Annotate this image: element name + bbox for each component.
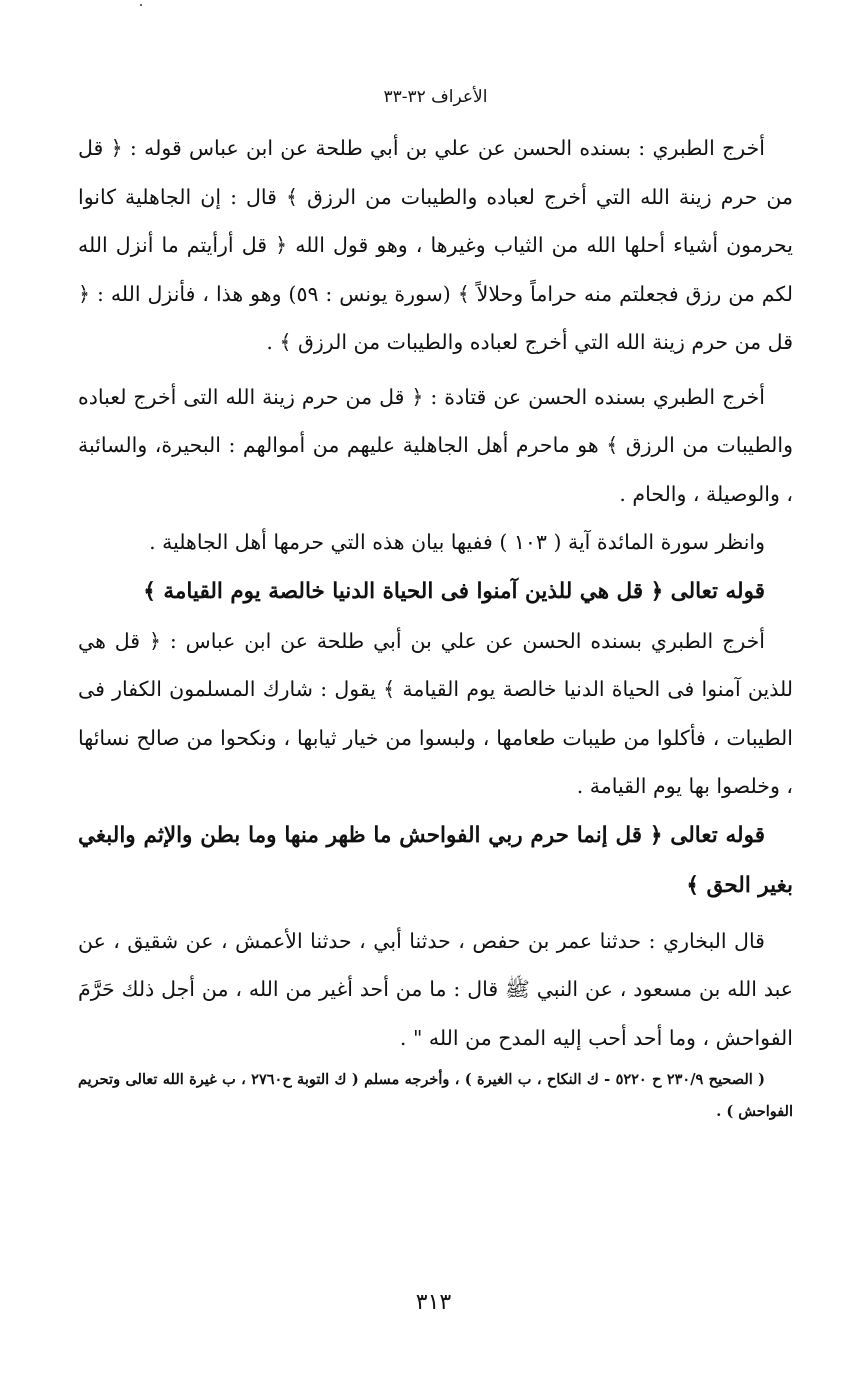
paragraph-tabari-ibn-abbas: أخرج الطبري : بسنده الحسن عن علي بن أبي طلحة عن ابن عباس قوله : ﴿ قل من حرم زينة الله التي أخرج لعباده والطيبات من الرزق ﴾ قال : إن الجاهلية كانوا يحرمون أشياء أحلها الله من الثياب وغيرها ، وهو قول الله ﴿ قل أرأيتم ما أنزل الله لكم من رزق فجعلتم منه حراماً وحلالاً ﴾ (سورة يونس : ٥٩) وهو هذا ، فأنزل الله : ﴿ قل من حرم زينة الله التي أخرج لعباده والطيبات من الرزق ﴾ . xyxy=(78,136,793,354)
page-number: ٣١٣ xyxy=(415,1290,452,1315)
scan-speck xyxy=(140,4,142,6)
footnote-reference: ( الصحيح ٢٣٠/٩ ح ٥٢٢٠ - ك النكاح ، ب الغيرة ) ، وأخرجه مسلم ( ك التوبة ح٢٧٦٠ ، ب غيرة الله تعالى وتحريم الفواحش ) . xyxy=(78,1071,793,1120)
verse-heading-fawahish: قوله تعالى ﴿ قل إنما حرم ربي الفواحش ما ظهر منها وما بطن والإثم والبغي بغير الحق ﴾ xyxy=(78,822,793,898)
paragraph-bukhari-hadith: قال البخاري : حدثنا عمر بن حفص ، حدثنا أبي ، حدثنا الأعمش ، عن شقيق ، عن عبد الله بن مسعود ، عن النبي ﷺ قال : ما من أحد أغير من الله ، من أجل ذلك حَرَّمَ الفواحش ، وما أحد أحب إليه المدح من الله " . xyxy=(78,928,793,1050)
paragraph-tabari-shared-goods: أخرج الطبري بسنده الحسن عن علي بن أبي طلحة عن ابن عباس : ﴿ قل هي للذين آمنوا فى الحياة الدنيا خالصة يوم القيامة ﴾ يقول : شارك المسلمون الكفار فى الطيبات ، فأكلوا من طيبات طعامها ، ولبسوا من خيار ثيابها ، ونكحوا من صالح نسائها ، وخلصوا بها يوم القيامة . xyxy=(78,628,793,798)
paragraph-tabari-qatada: أخرج الطبري بسنده الحسن عن قتادة : ﴿ قل من حرم زينة الله التى أخرج لعباده والطيبات من الرزق ﴾ هو ماحرم أهل الجاهلية عليهم من أموالهم : البحيرة، والسائبة ، والوصيلة ، والحام . xyxy=(78,384,793,506)
verse-heading-khalisa: قوله تعالى ﴿ قل هي للذين آمنوا فى الحياة الدنيا خالصة يوم القيامة ﴾ xyxy=(143,578,765,604)
page-content xyxy=(78,84,793,1128)
running-header: الأعراف ٣٢-٣٣ xyxy=(383,87,488,107)
paragraph-see-maidah: وانظر سورة المائدة آية ( ١٠٣ ) ففيها بيان هذه التي حرمها أهل الجاهلية . xyxy=(149,530,765,554)
